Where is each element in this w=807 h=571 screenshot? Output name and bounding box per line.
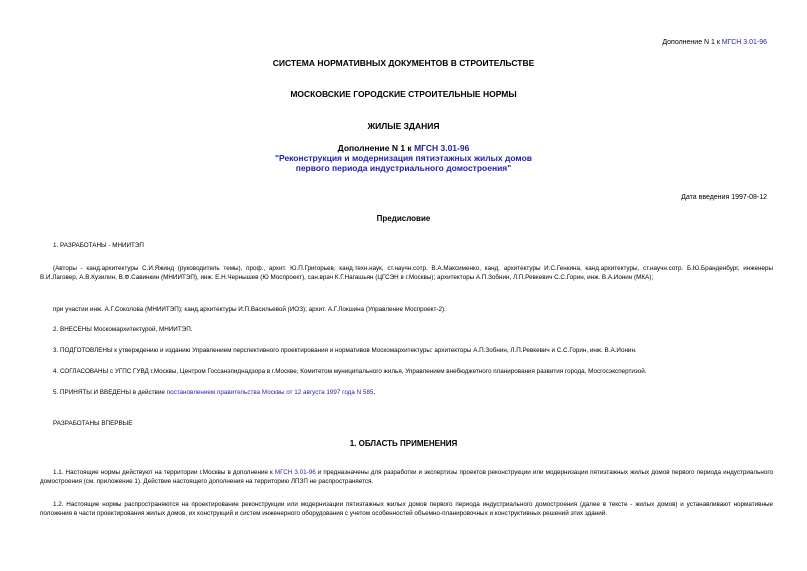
addendum-name-line1[interactable]: "Реконструкция и модернизация пятиэтажных жилых домов <box>274 153 533 163</box>
header-prefix: Дополнение N 1 к <box>662 39 722 46</box>
system-title: СИСТЕМА НОРМАТИВНЫХ ДОКУМЕНТОВ В СТРОИТЕЛЬСТВЕ <box>272 58 535 68</box>
addendum-name-line2[interactable]: первого периода индустриального домостроения" <box>295 163 512 173</box>
preface-p3: 3. ПОДГОТОВЛЕНЫ к утверждению и изданию Управлением перспективного проектирования и нормативов Москомархитектуры: архитекторы А.П.Зобнин, Л.П.Ревкевич и С.С.Горин, инж. В.А.Ионин. <box>53 347 637 354</box>
preface-p6: РАЗРАБОТАНЫ ВПЕРВЫЕ <box>53 420 133 427</box>
preface-p5 <box>53 388 773 397</box>
mgsn-link[interactable]: МГСН 3.01-96 <box>274 469 316 476</box>
norms-title: МОСКОВСКИЕ ГОРОДСКИЕ СТРОИТЕЛЬНЫЕ НОРМЫ <box>290 89 517 99</box>
section-1-p1 <box>40 468 773 486</box>
preface-heading: Предисловие <box>376 214 431 223</box>
subject-title: ЖИЛЫЕ ЗДАНИЯ <box>367 121 440 131</box>
preface-p1-participation: при участии инж. А.Г.Соколова (МНИИТЭП); канд.архитектуры И.П.Васильевой (ИОЗ); архит. А.Г.Локшина (Управление Моспроект-2). <box>53 306 446 313</box>
p11-prefix: 1.1. Настоящие нормы действуют на территории г.Москвы в дополнение к <box>53 469 275 476</box>
addendum-link[interactable]: МГСН 3.01-96 <box>414 143 470 153</box>
preface-p4: 4. СОГЛАСОВАНЫ с УГПС ГУВД г.Москвы, Центром Госсанэпиднадзора в г.Москве, Комитетом муниципального жилья, Управлением внебюджетного планирования развития города, Мосгосэкспертизой. <box>53 368 647 375</box>
section-1-p2: 1.2. Настоящие нормы распространяются на проектирование реконструкции или модернизации пятиэтажных жилых домов первого периода индустриального домостроения (далее в тексте - жилых домов) и устанавливают нормативные положения в части проектирования жилых домов, их конструкций и систем инженерного оборудования с учетом особенностей объемно-планировочных и конструктивных решений этих зданий. <box>40 501 773 518</box>
addendum-prefix: Дополнение N 1 к <box>337 143 415 153</box>
decree-link[interactable]: постановлением правительства Москвы от 12 августа 1997 года N 585 <box>166 389 374 396</box>
p5-prefix: 5. ПРИНЯТЫ И ВВЕДЕНЫ в действие <box>53 389 167 396</box>
section-1-heading: 1. ОБЛАСТЬ ПРИМЕНЕНИЯ <box>349 439 458 448</box>
addendum-title <box>0 143 807 173</box>
header-ref-link[interactable]: МГСН 3.01-96 <box>721 39 767 46</box>
effective-date: Дата введения 1997-08-12 <box>681 194 767 201</box>
preface-p2: 2. ВНЕСЕНЫ Москомархитектурой, МНИИТЭП. <box>53 326 193 333</box>
addendum-line <box>0 143 807 153</box>
preface-p1-authors: (Авторы - канд.архитектуры С.И.Яжинд (руководитель темы), проф., архит. Ю.П.Григорьев, канд.техн.наук, ст.научн.сотр. В.А.Максименко, канд. архитектуры И.С.Генкина, канд.архитектуры, ст.научн.сотр. Б.Ю.Бранденбург, инженеры В.И.Лаговер, А.В.Кузилин, В.Ф.Савинкин (МНИИТЭП), инж. Е.Н.Чернышев (Ю Моспроект), сан.врач К.Г.Нагашьян (ЦГСЭН в г.Москвы); архитекторы А.П.Зобнин, Л.П.Ревкевич С.С.Горин, инж. В.А.Ионин (МКА); <box>40 265 773 282</box>
p11-suffix: и предназначены для разработки и экспертизы проектов реконструкции или модернизации пятиэтажных жилых домов первого периода индустриального домостроения (см. приложение 1). Действие настоящего дополнения на территорию ЛПЗП не распространяется. <box>40 469 774 486</box>
preface-p1: 1. РАЗРАБОТАНЫ - МНИИТЭП <box>53 242 144 249</box>
p5-suffix: . <box>373 389 376 396</box>
header-reference <box>662 39 767 46</box>
